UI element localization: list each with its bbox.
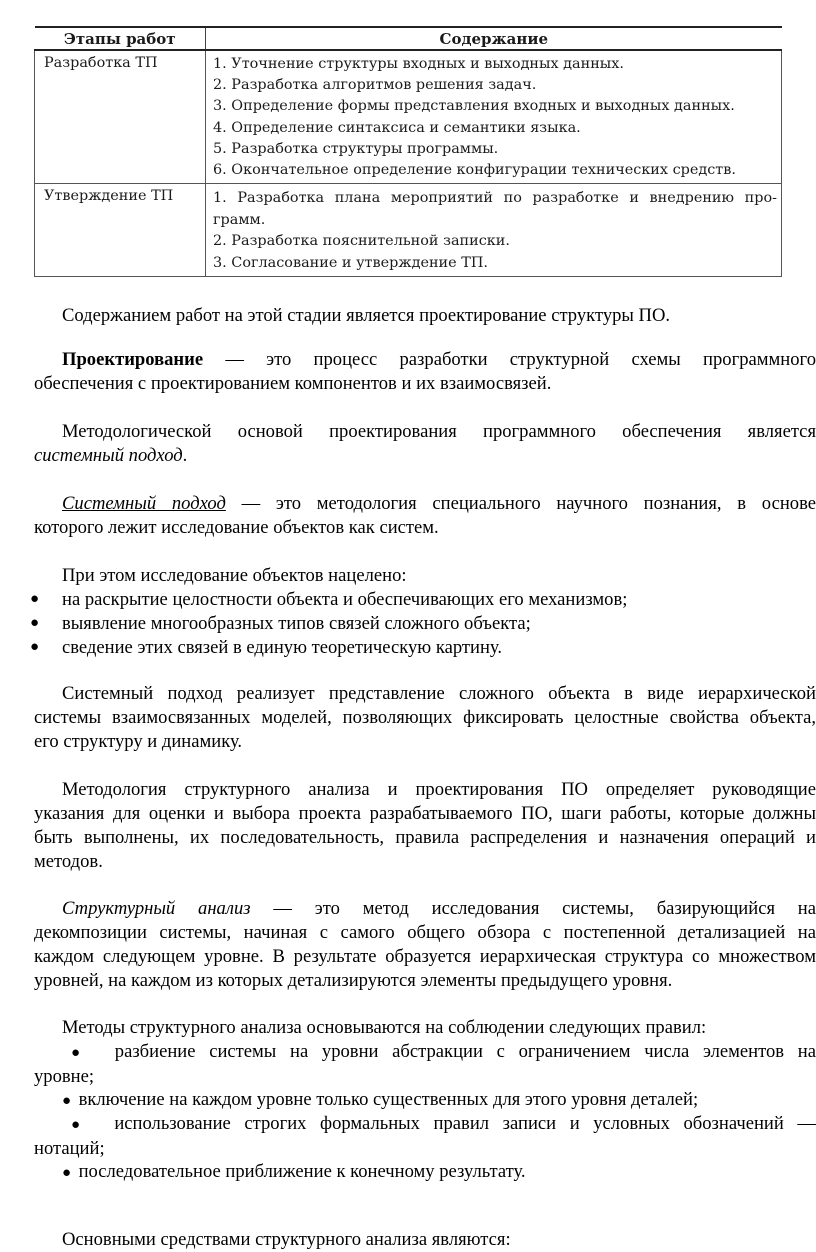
content-cell [206, 50, 782, 184]
paragraph-text: Методология структурного анализа и проектирования ПО определяет руководящие [62, 779, 816, 800]
paragraph-text: его структуру и динамику. [34, 731, 243, 752]
content-item: 4. Определение синтаксиса и семантики языка. [213, 119, 581, 136]
term-structured-analysis: Структурный анализ [62, 898, 251, 919]
content-cell [206, 184, 782, 277]
list-item-text: включение на каждом уровне только существенных для этого уровня деталей; [78, 1089, 699, 1110]
paragraph-text: Методы структурного анализа основываются на соблюдении следующих правил: [62, 1017, 707, 1038]
term-system-approach: системный подход [34, 445, 183, 466]
paragraph-text: — это методология специального научного познания, в основе [225, 493, 816, 514]
paragraph-text: Основными средствами структурного анализа являются: [62, 1229, 511, 1250]
table-row [35, 184, 782, 277]
list-item: сведение этих связей в единую теоретическую картину. [62, 637, 503, 658]
paragraph-text: Системный подход реализует представление сложного объекта в виде иерархической [62, 683, 816, 704]
stages-table [34, 26, 782, 277]
stage-cell: Разработка ТП [35, 50, 206, 184]
content-item: 2. Разработка пояснительной записки. [213, 233, 510, 250]
paragraph-stage-content [34, 304, 816, 328]
list-item-text: последовательное приближение к конечному результату. [78, 1161, 526, 1182]
list-item-text: использование строгих формальных правил записи и условных обозначений — [114, 1113, 816, 1134]
table-header-row [35, 27, 782, 50]
paragraph-text: декомпозиции системы, начиная с самого общего обзора с постепенной детализацией на [34, 922, 816, 943]
bullet-icon: ● [62, 1093, 79, 1109]
paragraph-text: При этом исследование объектов нацелено: [62, 565, 407, 586]
paragraph-text: каждом следующем уровне. В результате образуется иерархическая структура со множеством [34, 946, 816, 967]
paragraph-structured-methodology [34, 778, 816, 874]
paragraph-system-approach-definition [34, 492, 816, 540]
paragraph-text: . [182, 445, 188, 466]
content-item: 3. Определение формы представления входных и выходных данных. [213, 98, 735, 115]
content-item: 1. Разработка плана мероприятий по разработке и внедрению про- [213, 190, 777, 207]
content-item: 1. Уточнение структуры входных и выходных данных. [213, 56, 624, 72]
bullet-icon: ● [62, 1165, 79, 1181]
bullet-icon: ● [30, 615, 40, 631]
bullet-icon: ● [62, 1045, 115, 1061]
stage-cell: Утверждение ТП [35, 184, 206, 277]
content-item: 6. Окончательное определение конфигурации технических средств. [213, 162, 736, 179]
header-stages: Этапы работ [35, 27, 206, 50]
content-item: грамм. [213, 211, 266, 228]
paragraph-text: — это метод исследования системы, базирующийся на [250, 898, 816, 919]
list-item-text: разбиение системы на уровни абстракции с ограничением числа элементов на [114, 1041, 816, 1062]
content-item: 3. Согласование и утверждение ТП. [213, 254, 488, 271]
list-item [34, 1088, 816, 1113]
paragraph-analysis-tools-intro [34, 1228, 816, 1252]
paragraph-text: уровней, на каждом из которых детализируются элементы предыдущего уровня. [34, 970, 673, 991]
paragraph-rules-intro [34, 1016, 816, 1040]
paragraph-methodology-basis [34, 420, 816, 468]
paragraph-text: указания для оценки и выбора проекта разрабатываемого ПО, шаги работы, которые должны [34, 803, 816, 824]
paragraph-text: которого лежит исследование объектов как систем. [34, 517, 439, 538]
bullet-icon: ● [30, 639, 40, 655]
paragraph-structured-analysis-definition [34, 897, 816, 993]
list-item [34, 1112, 816, 1161]
table-row [35, 50, 782, 184]
bullet-icon: ● [62, 1117, 115, 1133]
paragraph-text: Содержанием работ на этой стадии является проектирование структуры ПО. [62, 305, 671, 326]
paragraph-research-aim-intro [34, 564, 816, 588]
content-item: 2. Разработка алгоритмов решения задач. [213, 77, 537, 94]
paragraph-system-approach-implementation [34, 682, 816, 754]
bullet-icon: ● [30, 591, 40, 607]
content-item: 5. Разработка структуры программы. [213, 140, 499, 157]
list-item [34, 1160, 816, 1185]
paragraph-text: методов. [34, 851, 103, 872]
term-system-approach-defined: Системный подход [62, 493, 226, 514]
paragraph-text: Методологической основой проектирования программного обеспечения является [62, 421, 816, 442]
paragraph-text: обеспечения с проектированием компонентов и их взаимосвязей. [34, 373, 552, 394]
list-item: на раскрытие целостности объекта и обеспечивающих его механизмов; [62, 589, 628, 610]
list-item-text: нотаций; [34, 1138, 105, 1159]
paragraph-text: системы взаимосвязанных моделей, позволяющих фиксировать целостные свойства объекта, [34, 707, 816, 728]
list-item-text: уровне; [34, 1066, 95, 1087]
list-item: выявление многообразных типов связей сложного объекта; [62, 613, 531, 634]
list-item [34, 1040, 816, 1089]
paragraph-text: — это процесс разработки структурной схемы программного [203, 349, 816, 370]
term-design: Проектирование [62, 349, 204, 370]
header-content: Содержание [206, 27, 782, 50]
paragraph-text: быть выполнены, их последовательность, правила распределения и назначения операций и [34, 827, 816, 848]
paragraph-design-definition [34, 348, 816, 396]
